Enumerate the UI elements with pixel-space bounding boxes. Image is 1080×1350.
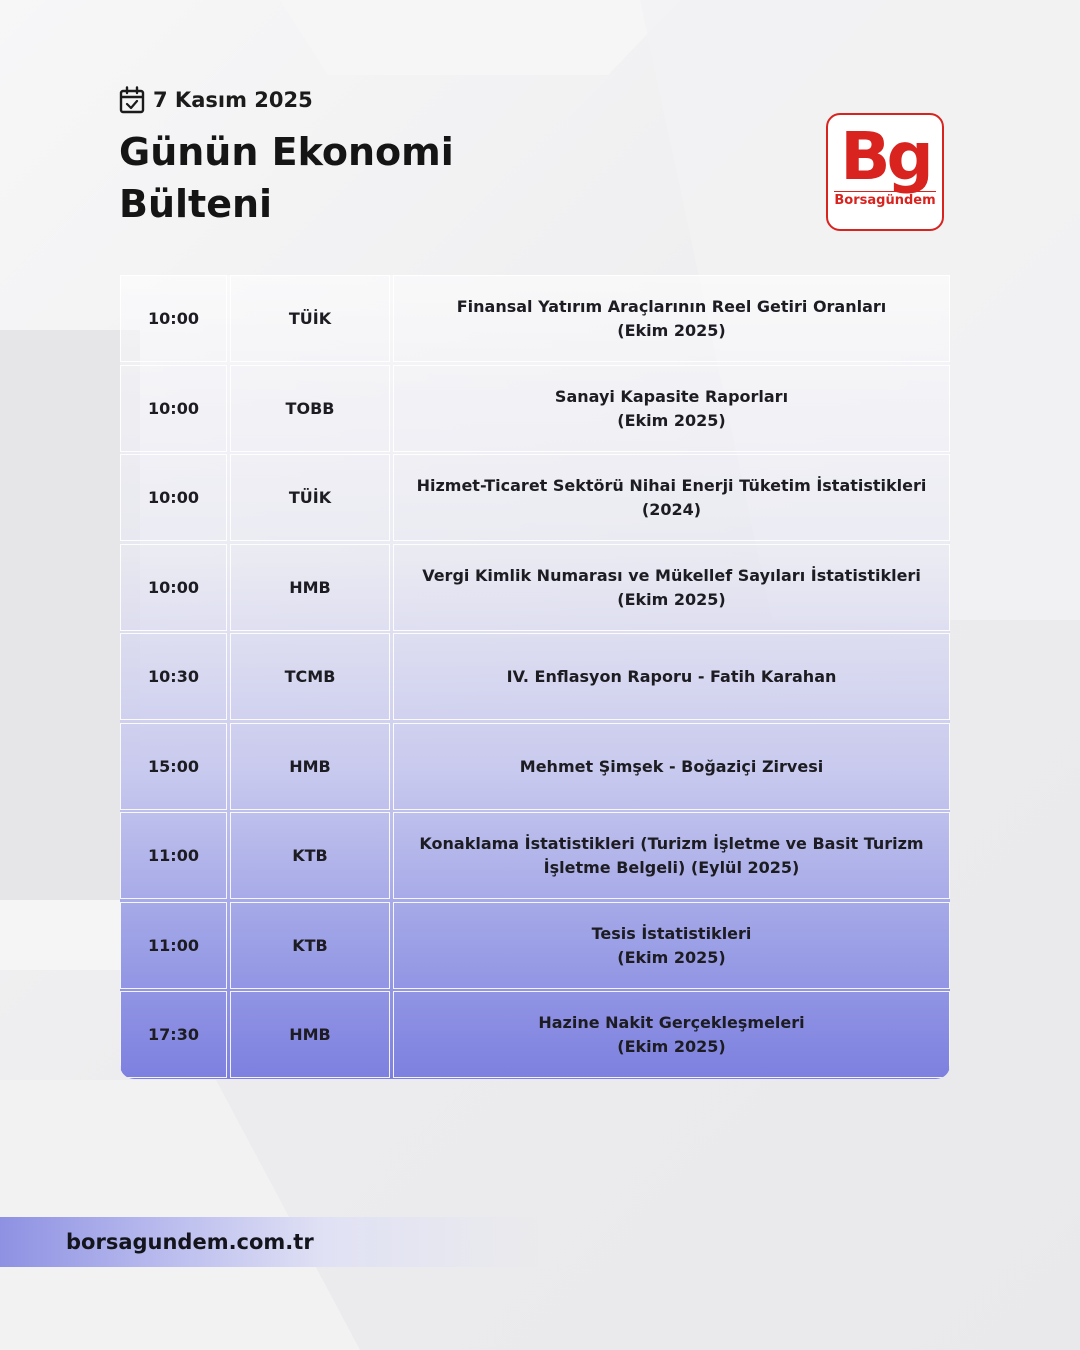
event-title-line: İşletme Belgeli) (Eylül 2025) (543, 857, 800, 877)
event-time: 15:00 (120, 723, 227, 810)
event-title-line: (Ekim 2025) (617, 320, 726, 340)
borsagundem-logo (826, 113, 944, 231)
logo-mark: Bg (840, 118, 930, 195)
event-time: 17:30 (120, 991, 227, 1078)
event-title-line: Sanayi Kapasite Raporları (554, 386, 789, 406)
table-row (120, 544, 950, 631)
date-row (119, 86, 479, 114)
page-title-line: Günün Ekonomi (119, 130, 454, 174)
event-time: 10:30 (120, 633, 227, 720)
footer-bar (0, 1217, 540, 1267)
table-row (120, 633, 950, 720)
table-row (120, 454, 950, 541)
table-row (120, 991, 950, 1078)
calendar-check-icon (119, 86, 145, 114)
event-title (393, 633, 950, 720)
event-time: 10:00 (120, 365, 227, 452)
table-row (120, 723, 950, 810)
event-title (393, 812, 950, 899)
event-title (393, 275, 950, 362)
event-time: 10:00 (120, 275, 227, 362)
event-title-line: Vergi Kimlik Numarası ve Mükellef Sayıları İstatistikleri (422, 565, 921, 585)
event-title-line: IV. Enflasyon Raporu - Fatih Karahan (506, 666, 837, 686)
event-time: 10:00 (120, 454, 227, 541)
event-title-line: Konaklama İstatistikleri (Turizm İşletme ve Basit Turizm (419, 833, 924, 853)
event-title (393, 723, 950, 810)
event-source: TÜİK (230, 275, 390, 362)
event-time: 10:00 (120, 544, 227, 631)
events-table (120, 275, 950, 1079)
event-title-line: (Ekim 2025) (617, 410, 726, 430)
event-title-line: Mehmet Şimşek - Boğaziçi Zirvesi (519, 756, 824, 776)
event-title-line: (2024) (641, 499, 702, 519)
event-title-line: Hizmet-Ticaret Sektörü Nihai Enerji Tüketim İstatistikleri (416, 475, 927, 495)
page-title (119, 126, 479, 230)
event-title (393, 902, 950, 989)
event-source: TOBB (230, 365, 390, 452)
table-row (120, 365, 950, 452)
event-title (393, 365, 950, 452)
table-row (120, 902, 950, 989)
event-title-line: Hazine Nakit Gerçekleşmeleri (538, 1012, 805, 1032)
logo-wordmark: Borsagündem (834, 193, 936, 208)
event-source: HMB (230, 544, 390, 631)
event-title-line: (Ekim 2025) (617, 947, 726, 967)
event-source: HMB (230, 991, 390, 1078)
event-title (393, 991, 950, 1078)
event-title-line: Finansal Yatırım Araçlarının Reel Getiri Oranları (456, 296, 887, 316)
background-shape (0, 330, 140, 900)
background-shape (0, 900, 140, 970)
event-source: KTB (230, 902, 390, 989)
event-time: 11:00 (120, 812, 227, 899)
table-row (120, 275, 950, 362)
event-title (393, 454, 950, 541)
event-title-line: Tesis İstatistikleri (591, 923, 752, 943)
page-title-line: Bülteni (119, 182, 273, 226)
event-title-line: (Ekim 2025) (617, 1036, 726, 1056)
website-link[interactable]: borsagundem.com.tr (66, 1230, 314, 1254)
event-title (393, 544, 950, 631)
event-time: 11:00 (120, 902, 227, 989)
header (119, 86, 479, 230)
event-title-line: (Ekim 2025) (617, 589, 726, 609)
bulletin-date: 7 Kasım 2025 (153, 88, 313, 112)
event-source: KTB (230, 812, 390, 899)
event-source: TCMB (230, 633, 390, 720)
event-source: TÜİK (230, 454, 390, 541)
event-source: HMB (230, 723, 390, 810)
table-row (120, 812, 950, 899)
